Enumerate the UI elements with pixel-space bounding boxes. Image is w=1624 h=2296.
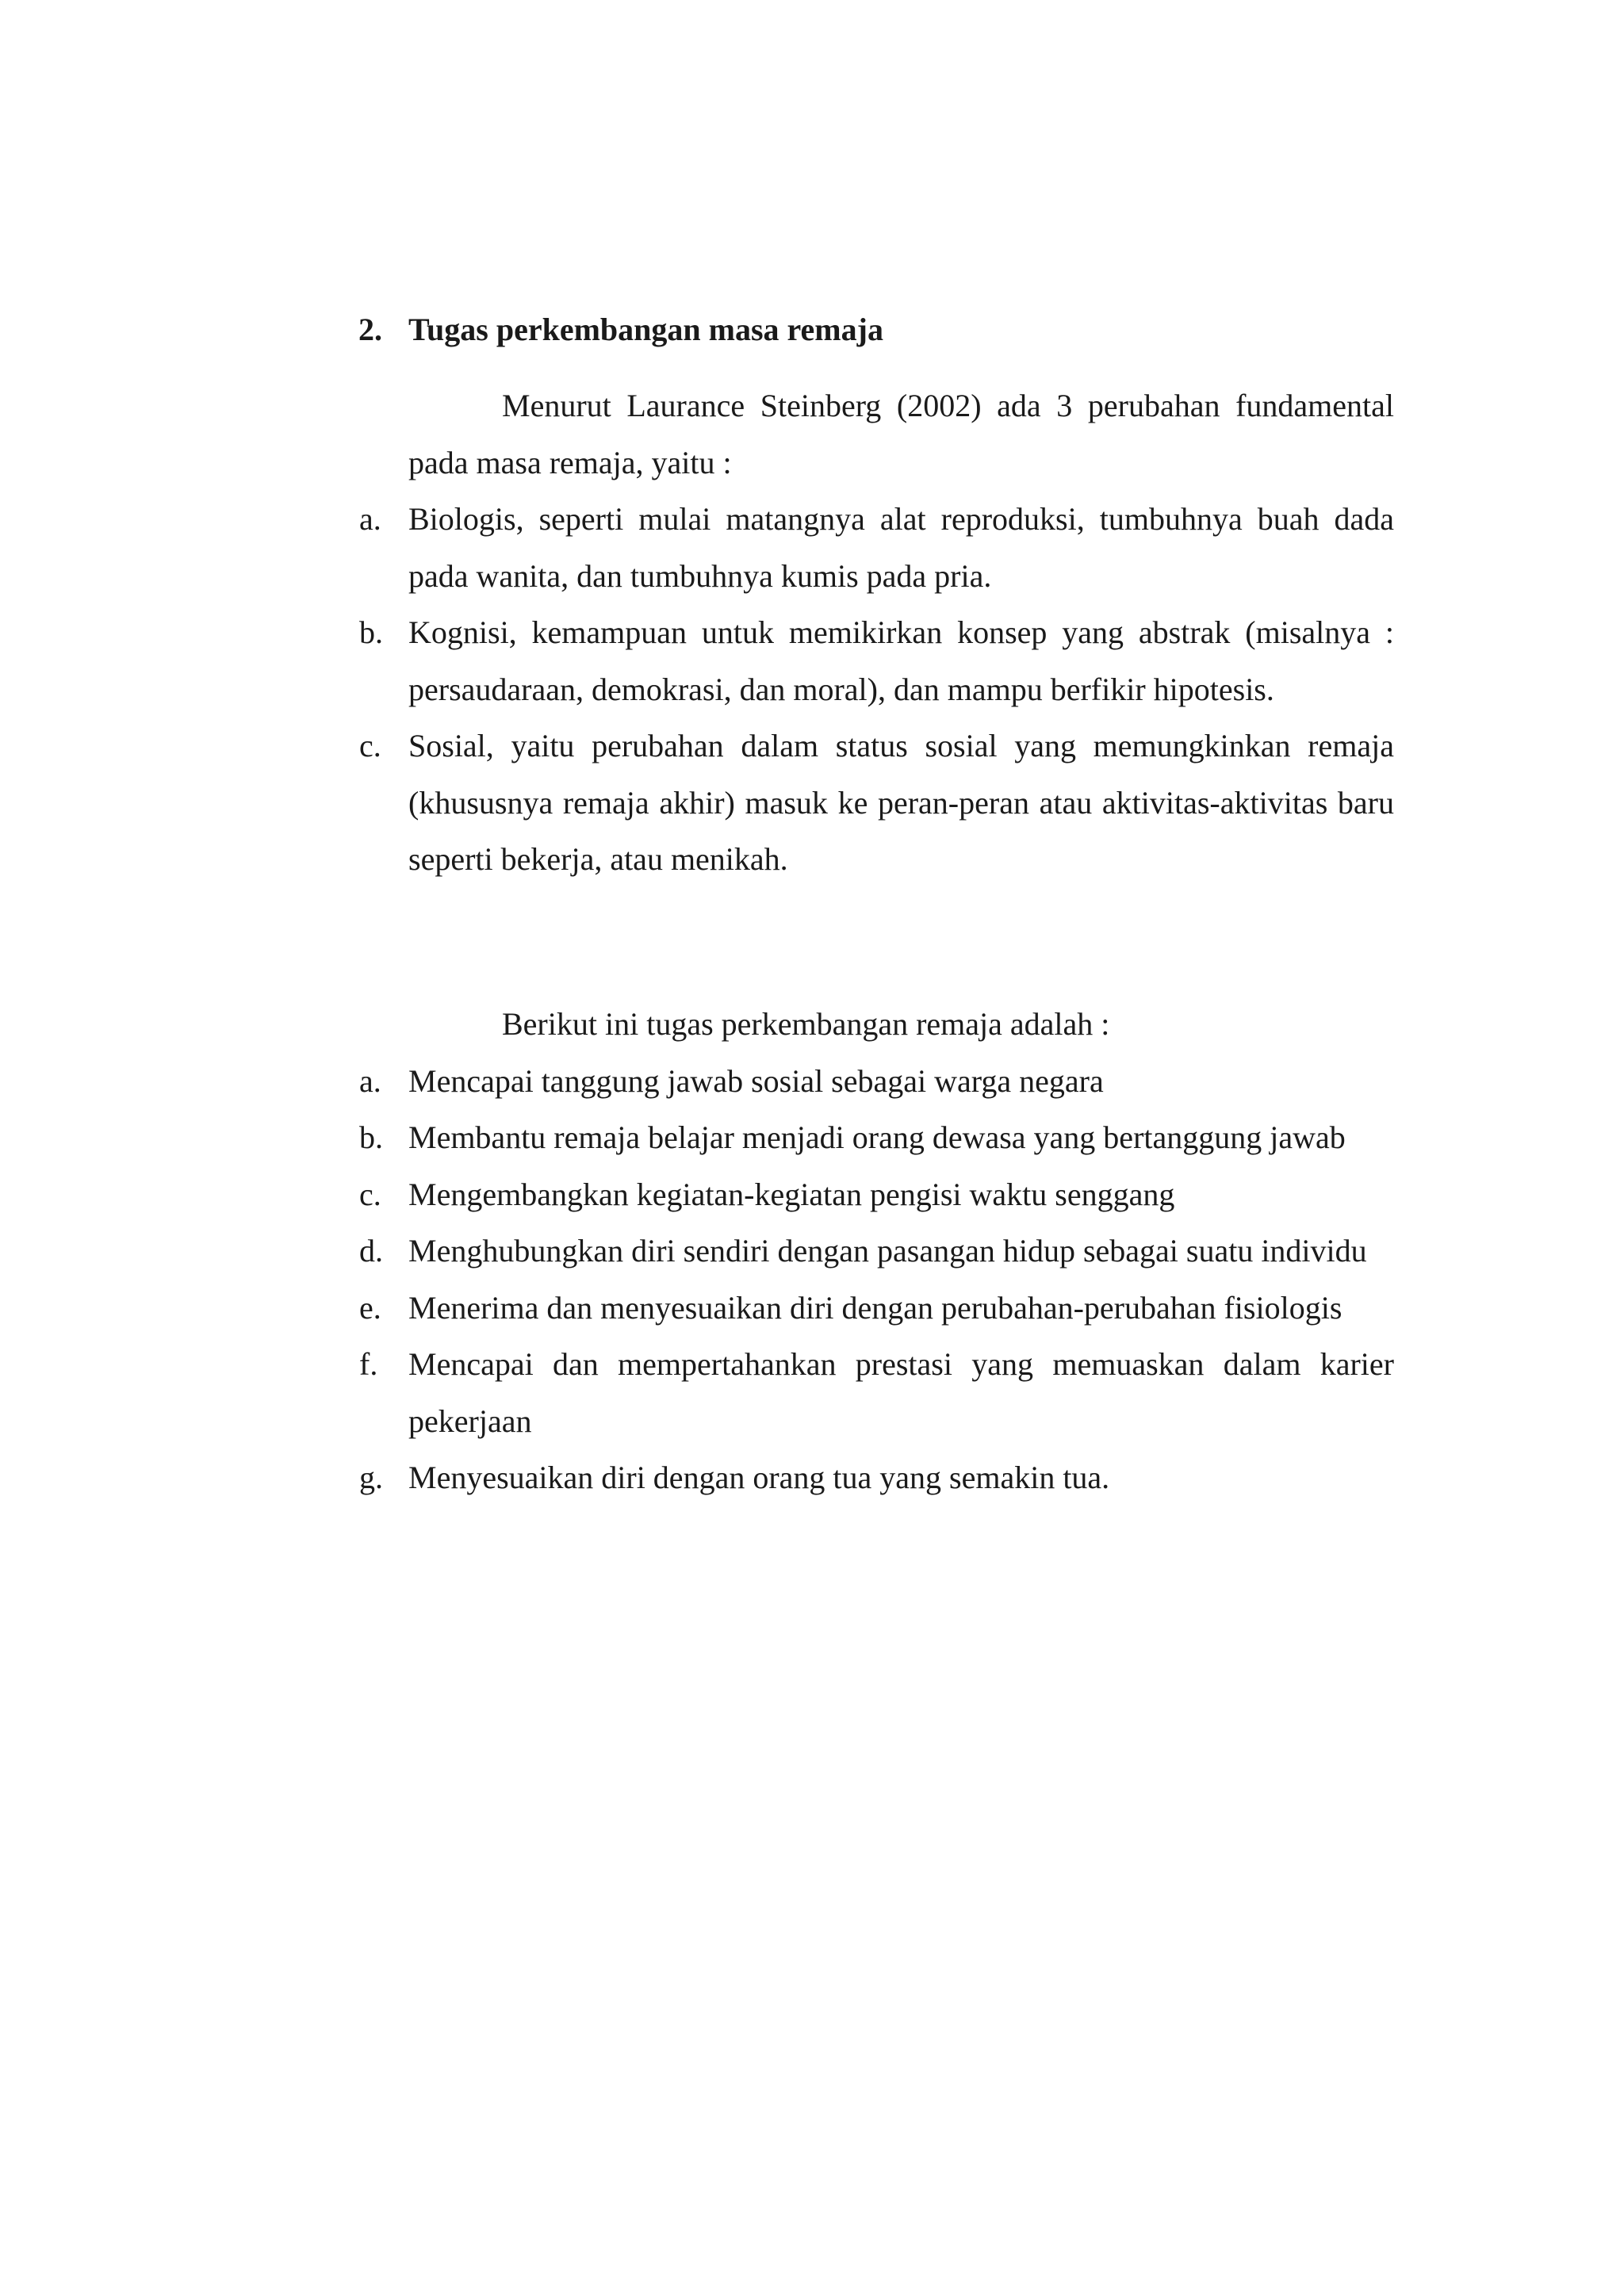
list-item bbox=[359, 491, 1394, 604]
list-item bbox=[359, 1336, 1394, 1449]
list-item bbox=[359, 718, 1394, 888]
list-item bbox=[359, 1053, 1394, 1110]
list-item-text: Biologis, seperti mulai matangnya alat reproduksi, tumbuhnya buah dada pada wanita, dan tumbuhnya kumis pada pria. bbox=[408, 501, 1394, 594]
list-item-text: Menerima dan menyesuaikan diri dengan perubahan-perubahan fisiologis bbox=[408, 1289, 1342, 1326]
list-item-text: Sosial, yaitu perubahan dalam status sosial yang memungkinkan remaja (khususnya remaja akhir) masuk ke peran-peran atau aktivitas-aktivitas baru seperti bekerja, atau menikah. bbox=[408, 728, 1394, 877]
list-item bbox=[359, 1223, 1394, 1280]
list-item-text: Menyesuaikan diri dengan orang tua yang semakin tua. bbox=[408, 1460, 1110, 1495]
list-marker: e. bbox=[359, 1289, 381, 1326]
list-item-text: Mencapai tanggung jawab sosial sebagai warga negara bbox=[408, 1062, 1104, 1099]
changes-block bbox=[359, 377, 1394, 888]
list-marker: a. bbox=[359, 1062, 381, 1099]
list-marker: c. bbox=[359, 1176, 381, 1212]
list-item-text: Membantu remaja belajar menjadi orang dewasa yang bertanggung jawab bbox=[408, 1119, 1346, 1155]
intro-paragraph: Menurut Laurance Steinberg (2002) ada 3 perubahan fundamental pada masa remaja, yaitu : bbox=[408, 388, 1394, 480]
list-marker: g. bbox=[359, 1460, 383, 1495]
list-marker: f. bbox=[359, 1346, 378, 1382]
list-item-text: Mengembangkan kegiatan-kegiatan pengisi waktu senggang bbox=[408, 1176, 1175, 1212]
tasks-intro-paragraph: Berikut ini tugas perkembangan remaja adalah : bbox=[502, 1006, 1110, 1042]
list-item bbox=[359, 1280, 1394, 1337]
list-marker: d. bbox=[359, 1233, 383, 1269]
list-item-text: Menghubungkan diri sendiri dengan pasangan hidup sebagai suatu individu bbox=[408, 1233, 1367, 1269]
list-item bbox=[359, 1166, 1394, 1223]
changes-list bbox=[359, 491, 1394, 888]
list-item bbox=[359, 1449, 1394, 1506]
list-item bbox=[359, 604, 1394, 718]
list-marker: c. bbox=[359, 728, 381, 763]
section-number: 2. bbox=[358, 312, 382, 347]
list-marker: a. bbox=[359, 501, 381, 537]
tasks-block bbox=[359, 996, 1394, 1506]
list-item bbox=[359, 1109, 1394, 1166]
section-title: Tugas perkembangan masa remaja bbox=[408, 312, 883, 347]
list-item-text: Kognisi, kemampuan untuk memikirkan konsep yang abstrak (misalnya : persaudaraan, demokrasi, dan moral), dan mampu berfikir hipotesis. bbox=[408, 614, 1394, 707]
list-item-text: Mencapai dan mempertahankan prestasi yang memuaskan dalam karier pekerjaan bbox=[408, 1346, 1394, 1439]
tasks-list bbox=[359, 1053, 1394, 1506]
section-heading bbox=[358, 304, 883, 355]
list-marker: b. bbox=[359, 614, 383, 650]
list-marker: b. bbox=[359, 1119, 383, 1155]
